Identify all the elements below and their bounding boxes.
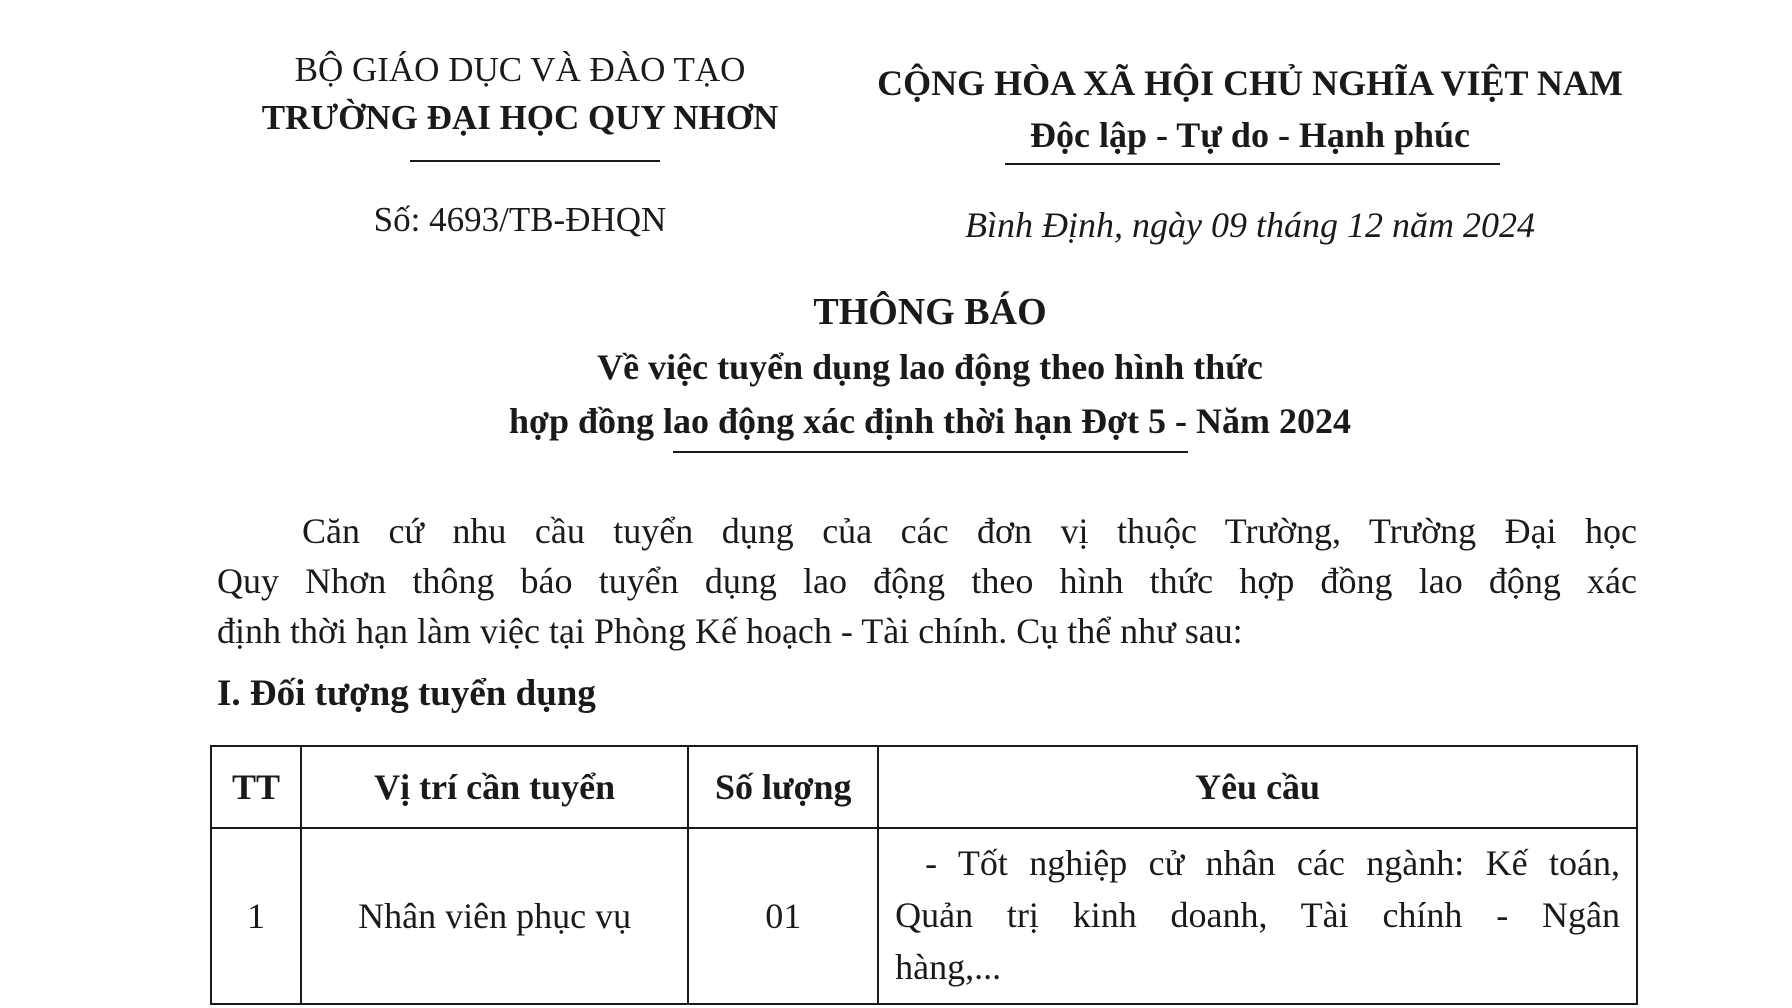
- header-requirements: Yêu cầu: [878, 746, 1637, 828]
- cell-position: Nhân viên phục vụ: [301, 828, 688, 1004]
- cell-requirements: [878, 828, 1637, 1004]
- header-tt: TT: [211, 746, 301, 828]
- table-header-row: [211, 746, 1637, 828]
- school-underline: [410, 160, 660, 162]
- section-heading: I. Đối tượng tuyển dụng: [217, 673, 596, 714]
- requirement-line-2: Quản trị kinh doanh, Tài chính - Ngân: [895, 895, 1620, 935]
- notice-title: THÔNG BÁO: [813, 291, 1047, 333]
- cell-tt: 1: [211, 828, 301, 1004]
- document-number: Số: 4693/TB-ĐHQN: [373, 200, 667, 239]
- recruitment-table: [210, 745, 1638, 1005]
- intro-paragraph: [217, 506, 1637, 656]
- cell-quantity: 01: [688, 828, 878, 1004]
- place-and-date: Bình Định, ngày 09 tháng 12 năm 2024: [965, 205, 1535, 245]
- ministry-name: BỘ GIÁO DỤC VÀ ĐÀO TẠO: [294, 50, 746, 89]
- intro-line-3: định thời hạn làm việc tại Phòng Kế hoạch - Tài chính. Cụ thể như sau:: [217, 611, 1243, 651]
- header-quantity: Số lượng: [688, 746, 878, 828]
- requirement-line-1: - Tốt nghiệp cử nhân các ngành: Kế toán,: [925, 843, 1620, 883]
- intro-line-1: Căn cứ nhu cầu tuyển dụng của các đơn vị thuộc Trường, Trường Đại học: [302, 511, 1637, 551]
- notice-subtitle-line-1: Về việc tuyển dụng lao động theo hình thức: [597, 347, 1263, 387]
- motto-underline: [1005, 163, 1500, 165]
- school-name: TRƯỜNG ĐẠI HỌC QUY NHƠN: [261, 98, 779, 137]
- republic-name: CỘNG HÒA XÃ HỘI CHỦ NGHĨA VIỆT NAM: [877, 63, 1623, 103]
- table-row: [211, 828, 1637, 1004]
- title-underline: [673, 451, 1188, 453]
- header-position: Vị trí cần tuyển: [301, 746, 688, 828]
- national-motto: Độc lập - Tự do - Hạnh phúc: [1029, 115, 1471, 155]
- notice-subtitle-line-2: hợp đồng lao động xác định thời hạn Đợt 5 - Năm 2024: [509, 401, 1351, 441]
- requirement-line-3: hàng,...: [895, 947, 1002, 987]
- intro-line-2: Quy Nhơn thông báo tuyển dụng lao động theo hình thức hợp đồng lao động xác: [217, 561, 1637, 601]
